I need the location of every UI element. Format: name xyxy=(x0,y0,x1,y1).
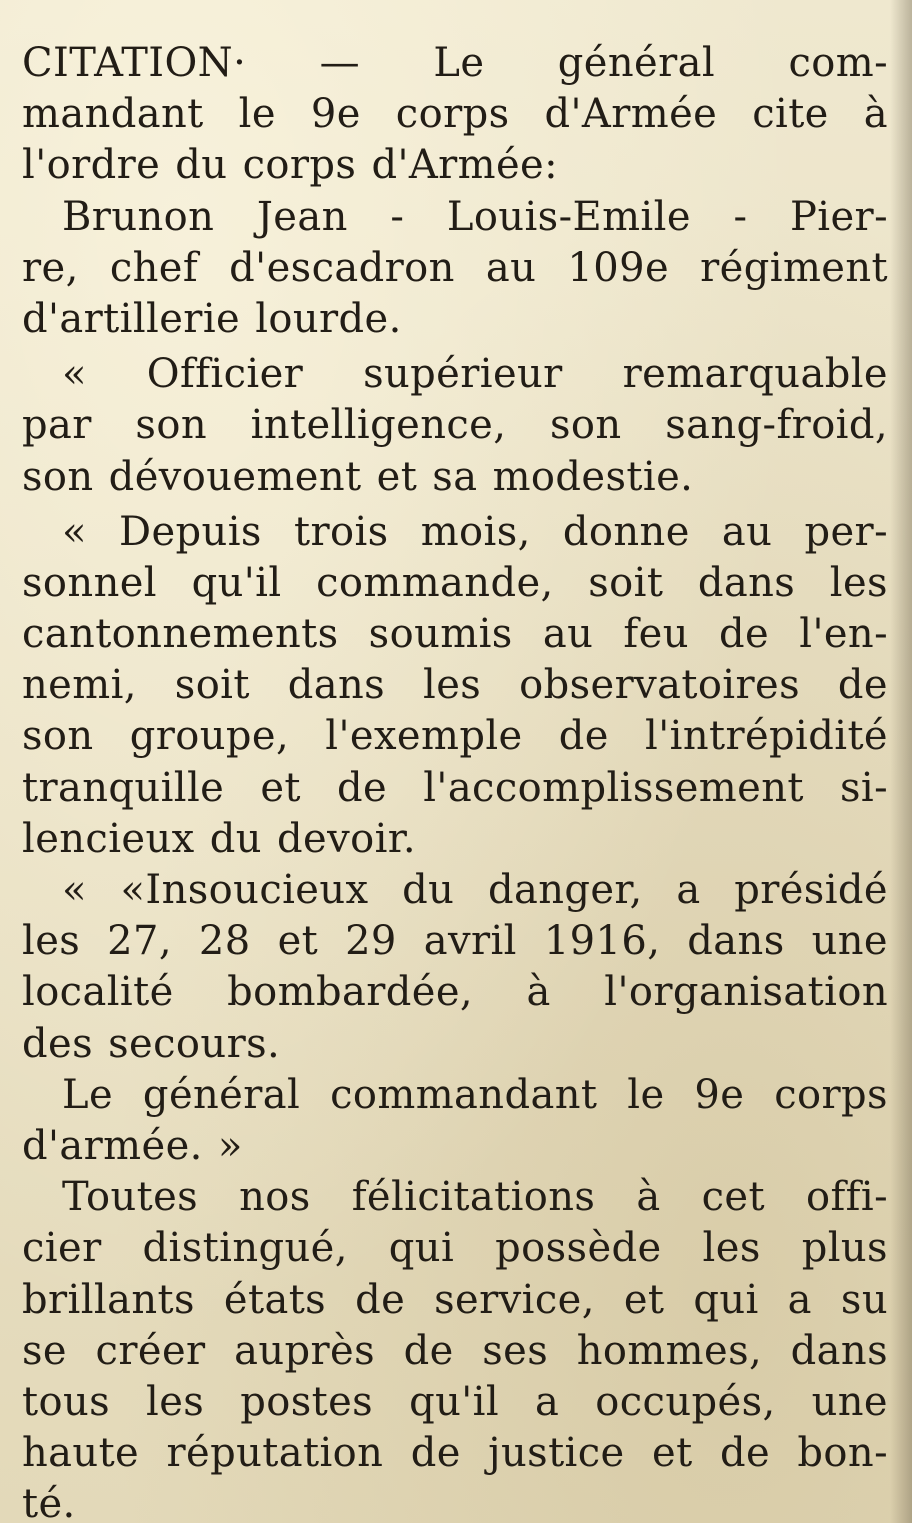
article-line-5: re, chef d'escadron au 109e régiment xyxy=(22,244,888,291)
article-line-15: tranquille et de l'accomplissement si- xyxy=(22,764,888,811)
article-line-12: cantonnements soumis au feu de l'en- xyxy=(22,611,888,658)
article-line-13: nemi, soit dans les observatoires de xyxy=(22,662,888,709)
article-line-14: son groupe, l'exemple de l'intrépidité xyxy=(22,713,888,760)
article-line-10: « Depuis trois mois, donne au per- xyxy=(62,508,888,555)
article-line-11: sonnel qu'il commande, soit dans les xyxy=(22,559,888,606)
article-line-29: té. xyxy=(22,1481,76,1523)
article-line-1: CITATION· — Le général com- xyxy=(22,40,888,86)
article-line-25: brillants états de service, et qui a su xyxy=(22,1276,888,1323)
article-line-16: lencieux du devoir. xyxy=(22,815,417,862)
article-line-21: Le général commandant le 9e corps xyxy=(62,1071,888,1118)
article-text xyxy=(22,38,888,1523)
article-line-20: des secours. xyxy=(22,1020,281,1067)
article-line-6: d'artillerie lourde. xyxy=(22,295,402,342)
paper-edge-shadow xyxy=(890,0,912,1523)
article-line-17: « «Insoucieux du danger, a présidé xyxy=(62,867,888,913)
article-line-19: localité bombardée, à l'organisation xyxy=(22,969,888,1016)
article-line-9: son dévouement et sa modestie. xyxy=(22,453,694,500)
article-line-2: mandant le 9e corps d'Armée cite à xyxy=(22,91,888,138)
article-line-28: haute réputation de justice et de bon- xyxy=(22,1430,888,1477)
article-line-3: l'ordre du corps d'Armée: xyxy=(22,142,558,189)
article-line-23: Toutes nos félicitations à cet offi- xyxy=(62,1174,888,1221)
article-line-27: tous les postes qu'il a occupés, une xyxy=(22,1378,888,1425)
article-line-24: cier distingué, qui possède les plus xyxy=(22,1225,888,1272)
article-line-8: par son intelligence, son sang-froid, xyxy=(22,402,888,449)
article-line-7: « Officier supérieur remarquable xyxy=(62,351,888,398)
article-line-18: les 27, 28 et 29 avril 1916, dans une xyxy=(22,918,888,965)
article-line-22: d'armée. » xyxy=(22,1122,243,1169)
article-line-26: se créer auprès de ses hommes, dans xyxy=(22,1327,888,1374)
article-line-4: Brunon Jean - Louis-Emile - Pier- xyxy=(62,193,888,240)
